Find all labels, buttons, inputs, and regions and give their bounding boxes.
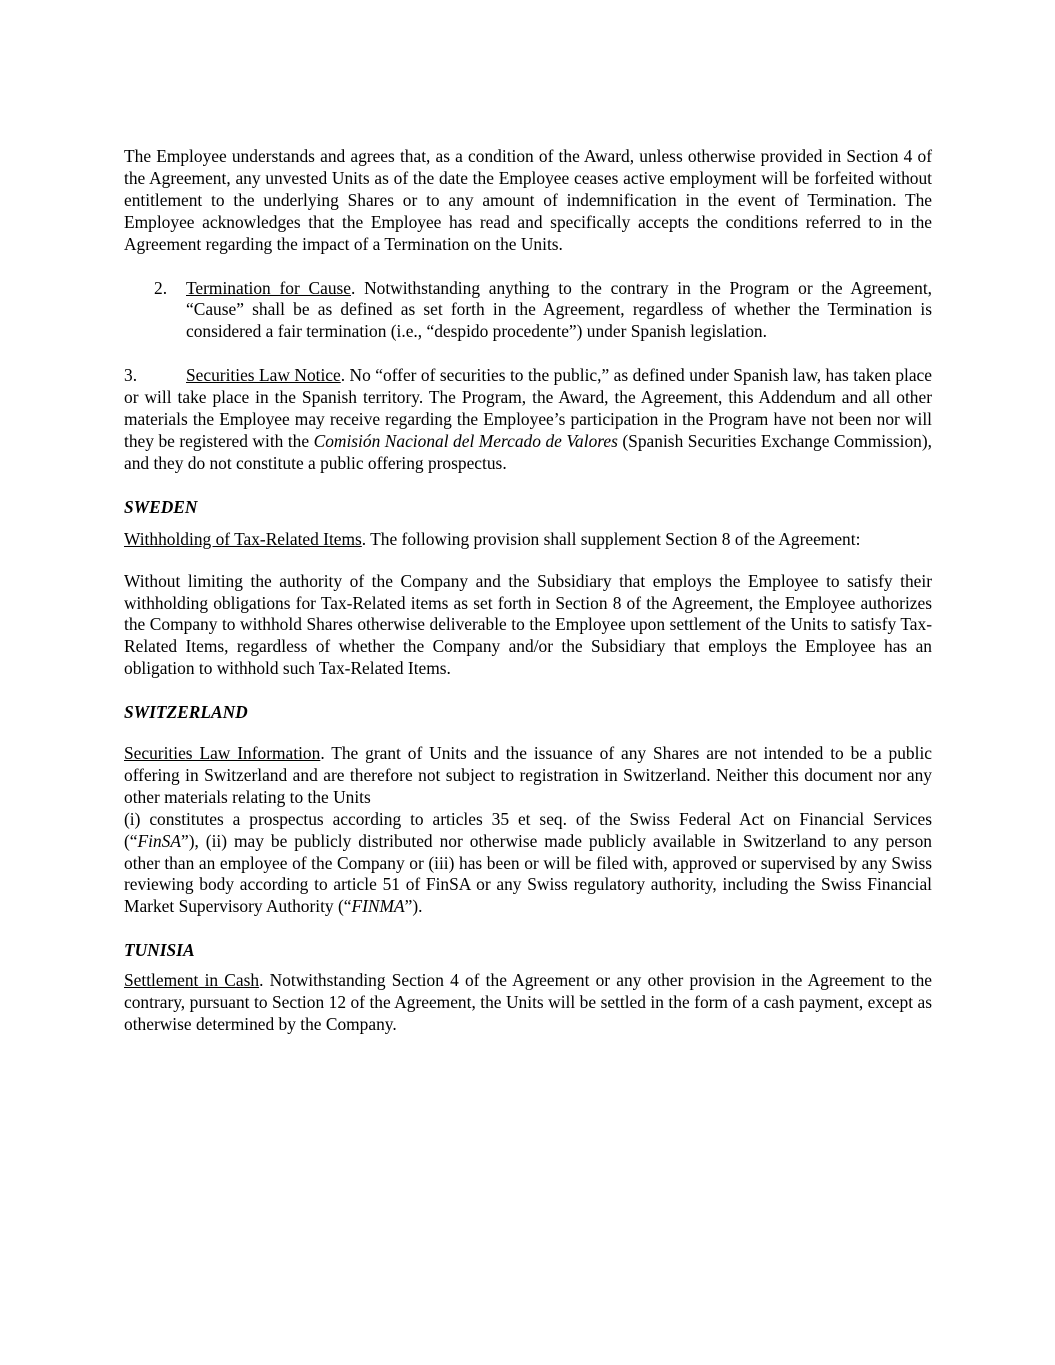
- sweden-subtitle-text: . The following provision shall supplement Section 8 of the Agreement:: [361, 528, 861, 549]
- switzerland-text-c: ”), (ii) may be publicly distributed nor otherwise made publicly available in Switzerland to any person other than an employee of the Company or (iii) has been or will be filed with, approved or supervised by any Swiss reviewing body according to article 51 of FinSA or any Swiss regulatory authority, including the Swiss Financial Market Supervisory Authority (“: [124, 830, 932, 917]
- section-2-title: Termination for Cause: [186, 277, 351, 298]
- document-page: [124, 146, 932, 1036]
- section-3-text-after: (Spanish Securities Exchange Commission), and they do not constitute a public offering prospectus.: [124, 430, 932, 473]
- switzerland-paragraph: [124, 743, 932, 918]
- sweden-subtitle: Withholding of Tax-Related Items: [124, 528, 362, 549]
- switzerland-heading: SWITZERLAND: [124, 702, 248, 723]
- section-3-number: 3.: [124, 365, 138, 386]
- section-3-title: Securities Law Notice: [186, 365, 341, 386]
- switzerland-text-b: (i) constitutes a prospectus according to articles 35 et seq. of the Swiss Federal Act on Financial Services (“: [124, 808, 932, 851]
- section-3-paragraph: [124, 365, 932, 475]
- intro-paragraph: The Employee understands and agrees that, as a condition of the Award, unless otherwise provided in Section 4 of the Agreement, any unvested Units as of the date the Employee ceases active employment will be forfeited without entitlement to the underlying Shares or to any amount of indemnification in the event of Termination. The Employee acknowledges that the Employee has read and specifically accepts the conditions referred to in the Agreement regarding the impact of a Termination on the Units.: [124, 146, 932, 254]
- switzerland-text-d: ”).: [404, 896, 423, 917]
- sweden-subtitle-paragraph: [124, 529, 932, 551]
- switzerland-italic-2: FINMA: [351, 896, 405, 917]
- tunisia-text: . Notwithstanding Section 4 of the Agreement or any other provision in the Agreement to the contrary, pursuant to Section 12 of the Agreement, the Units will be settled in the form of a cash payment, except as otherwise determined by the Company.: [124, 970, 932, 1034]
- sweden-body: Without limiting the authority of the Company and the Subsidiary that employs the Employee to satisfy their withholding obligations for Tax-Related items as set forth in Section 8 of the Agreement, the Employee authorizes the Company to withhold Shares otherwise deliverable to the Employee upon settlement of the Units to satisfy Tax-Related Items, regardless of whether the Company and/or the Subsidiary that employs the Employee has an obligation to withhold such Tax-Related Items.: [124, 570, 932, 679]
- switzerland-text-a: . The grant of Units and the issuance of any Shares are not intended to be a public offering in Switzerland and are therefore not subject to registration in Switzerland. Neither this document nor any other materials relating to the Units: [124, 743, 932, 807]
- sweden-heading: SWEDEN: [124, 496, 198, 517]
- switzerland-italic-1: FinSA: [137, 830, 181, 851]
- section-2-paragraph: [124, 278, 932, 344]
- section-2-text: . Notwithstanding anything to the contrary in the Program or the Agreement, “Cause” shall be as defined as set forth in the Agreement, regardless of whether the Termination is considered a fair termination (i.e., “despido procedente”) under Spanish legislation.: [186, 277, 932, 342]
- section-3-italic: Comisión Nacional del Mercado de Valores: [313, 430, 618, 451]
- switzerland-subtitle: Securities Law Information: [124, 743, 321, 764]
- section-3-text-before: . No “offer of securities to the public,” as defined under Spanish law, has taken place or will take place in the Spanish territory. The Program, the Award, the Agreement, this Addendum and all other materials the Employee may receive regarding the Employee’s participation in the Program have not been nor will they be registered with the: [124, 365, 932, 451]
- tunisia-paragraph: [124, 970, 932, 1036]
- section-2-number: 2.: [154, 277, 168, 298]
- tunisia-heading: TUNISIA: [124, 940, 195, 961]
- tunisia-subtitle: Settlement in Cash: [124, 970, 260, 991]
